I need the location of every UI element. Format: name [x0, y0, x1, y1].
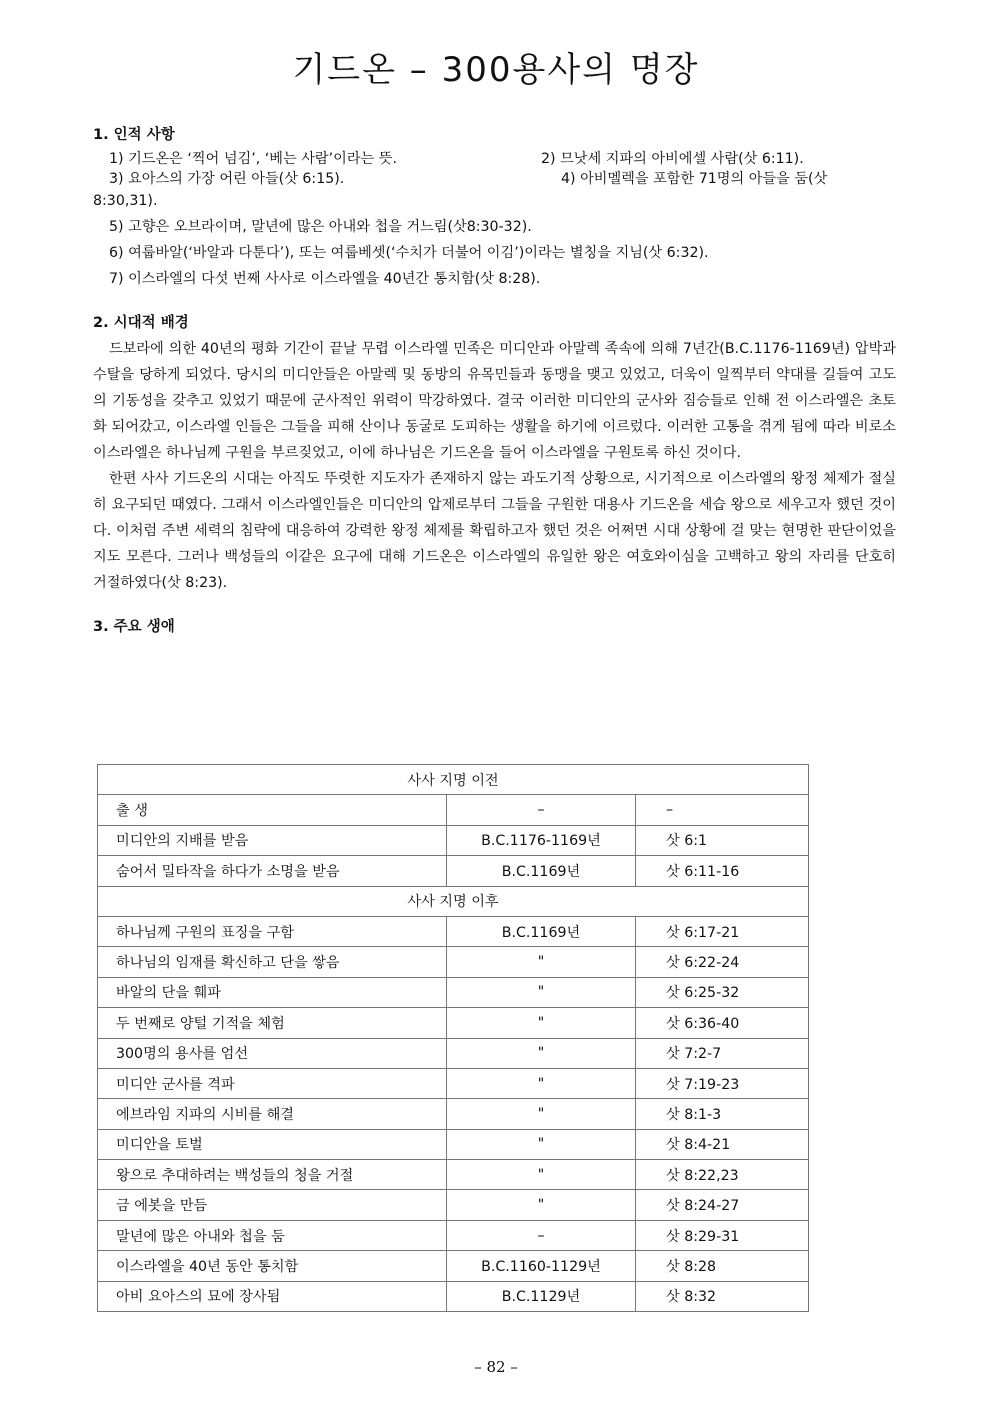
table-row [98, 977, 809, 1007]
table-row [98, 795, 809, 825]
reference-cell: 삿 6:36-40 [636, 1008, 809, 1038]
info-item: 5) 고향은 오브라이며, 말년에 많은 아내와 첩을 거느림(삿8:30-32). [109, 219, 532, 235]
table-row [98, 1251, 809, 1281]
table-row [98, 825, 809, 855]
paragraph: 드보라에 의한 40년의 평화 기간이 끝날 무렵 이스라엘 민족은 미디안과 아말렉 족속에 의해 7년간(B.C.1176-1169년) 압박과 수탈을 당하게 되었다. 당시의 미디안들은 아말렉 및 동방의 유목민들과 동맹을 맺고 있었고, 더욱이 일찍부터 약대를 길들여 고도의 기동성을 갖추고 있었기 때문에 군사적인 위력이 막강하였다. 결국 이러한 미디안의 군사와 짐승들로 인해 전 이스라엘은 초토화 되어갔고, 이스라엘 인들은 그들을 피해 산이나 동굴로 도피하는 생활을 하기에 이르렀다. 이러한 고통을 겪게 됨에 따라 비로소 이스라엘은 하나님께 구원을 부르짖었고, 이에 하나님은 기드온을 들어 이스라엘을 구원토록 하신 것이다. [93, 341, 896, 461]
event-cell: 두 번째로 양털 기적을 체험 [98, 1008, 447, 1038]
event-cell: 말년에 많은 아내와 첩을 둠 [98, 1220, 447, 1250]
table-row [98, 947, 809, 977]
event-cell: 바알의 단을 훼파 [98, 977, 447, 1007]
table-row [98, 1099, 809, 1129]
date-cell: " [447, 1129, 636, 1159]
reference-cell: 삿 6:17-21 [636, 916, 809, 946]
info-item: 1) 기드온은 ‘찍어 넘김’, ‘베는 사람’이라는 뜻. [109, 151, 397, 167]
reference-cell: 삿 6:1 [636, 825, 809, 855]
page-number: – 82 – [474, 1358, 518, 1376]
table-row [98, 916, 809, 946]
reference-cell: 삿 6:11-16 [636, 856, 809, 886]
date-cell: " [447, 1099, 636, 1129]
section-heading: 1. 인적 사항 [93, 127, 175, 143]
event-cell: 하나님께 구원의 표징을 구함 [98, 916, 447, 946]
date-cell: " [447, 977, 636, 1007]
date-cell: " [447, 1190, 636, 1220]
reference-cell: 삿 8:32 [636, 1281, 809, 1311]
reference-cell: – [636, 795, 809, 825]
header-cell: 사사 지명 이전 [98, 765, 809, 795]
table-row [98, 1190, 809, 1220]
event-cell: 하나님의 임재를 확신하고 단을 쌓음 [98, 947, 447, 977]
table-row [98, 1068, 809, 1098]
reference-cell: 삿 8:29-31 [636, 1220, 809, 1250]
date-cell: – [447, 1220, 636, 1250]
date-cell: B.C.1169년 [447, 856, 636, 886]
info-item: 6) 여룹바알(‘바알과 다툰다’), 또는 여룹베셋(‘수치가 더불어 이김’)이라는 별칭을 지님(삿 6:32). [109, 245, 709, 261]
reference-cell: 삿 8:1-3 [636, 1099, 809, 1129]
table-subheader [98, 765, 809, 795]
event-cell: 미디안 군사를 격파 [98, 1068, 447, 1098]
date-cell: " [447, 1160, 636, 1190]
info-item: 2) 므낫세 지파의 아비에셀 사람(삿 6:11). [541, 151, 804, 167]
header-cell: 사사 지명 이후 [98, 886, 809, 916]
event-cell: 아비 요아스의 묘에 장사됨 [98, 1281, 447, 1311]
reference-cell: 삿 8:22,23 [636, 1160, 809, 1190]
section-heading: 2. 시대적 배경 [93, 315, 189, 331]
date-cell: B.C.1176-1169년 [447, 825, 636, 855]
document-body [93, 122, 896, 640]
event-cell: 300명의 용사를 엄선 [98, 1038, 447, 1068]
date-cell: B.C.1129년 [447, 1281, 636, 1311]
reference-cell: 삿 7:2-7 [636, 1038, 809, 1068]
reference-cell: 삿 8:24-27 [636, 1190, 809, 1220]
section-heading: 3. 주요 생애 [93, 619, 175, 635]
event-cell: 이스라엘을 40년 동안 통치함 [98, 1251, 447, 1281]
date-cell: " [447, 1038, 636, 1068]
info-row [93, 148, 896, 168]
reference-cell: 삿 8:28 [636, 1251, 809, 1281]
event-cell: 출 생 [98, 795, 447, 825]
paragraph: 한편 사사 기드온의 시대는 아직도 뚜렷한 지도자가 존재하지 않는 과도기적 상황으로, 시기적으로 이스라엘의 왕정 체제가 절실히 요구되던 때였다. 그래서 이스라엘인들은 미디안의 압제로부터 그들을 구원한 대용사 기드온을 세습 왕으로 세우고자 했던 것이다. 이처럼 주변 세력의 침략에 대응하여 강력한 왕정 체제를 확립하고자 했던 것은 어쩌면 시대 상황에 걸 맞는 현명한 판단이었을 지도 모른다. 그러나 백성들의 이같은 요구에 대해 기드온은 이스라엘의 유일한 왕은 여호와이심을 고백하고 왕의 자리를 단호히 거절하였다(삿 8:23). [93, 471, 896, 591]
date-cell: " [447, 1008, 636, 1038]
event-cell: 미디안의 지배를 받음 [98, 825, 447, 855]
date-cell: " [447, 1068, 636, 1098]
info-item: 3) 요아스의 가장 어린 아들(삿 6:15). [109, 171, 345, 187]
table-row [98, 1220, 809, 1250]
table-row [98, 856, 809, 886]
date-cell: – [447, 795, 636, 825]
info-item-continued: 8:30,31). [93, 193, 158, 209]
info-item: 7) 이스라엘의 다섯 번째 사사로 이스라엘을 40년간 통치함(삿 8:28). [109, 271, 541, 287]
chronology-table [97, 764, 809, 1312]
table-row [98, 1160, 809, 1190]
reference-cell: 삿 8:4-21 [636, 1129, 809, 1159]
event-cell: 미디안을 토벌 [98, 1129, 447, 1159]
table-row [98, 1129, 809, 1159]
info-row [93, 168, 896, 188]
date-cell: " [447, 947, 636, 977]
event-cell: 숨어서 밀타작을 하다가 소명을 받음 [98, 856, 447, 886]
date-cell: B.C.1169년 [447, 916, 636, 946]
event-cell: 에브라임 지파의 시비를 해결 [98, 1099, 447, 1129]
reference-cell: 삿 7:19-23 [636, 1068, 809, 1098]
reference-cell: 삿 6:22-24 [636, 947, 809, 977]
table-row [98, 1038, 809, 1068]
table-row [98, 1281, 809, 1311]
page-title: 기드온 – 300용사의 명장 [292, 50, 700, 90]
table-subheader [98, 886, 809, 916]
event-cell: 왕으로 추대하려는 백성들의 청을 거절 [98, 1160, 447, 1190]
table-row [98, 1008, 809, 1038]
info-item: 4) 아비멜렉을 포함한 71명의 아들을 둠(삿 [561, 171, 828, 187]
event-cell: 금 에봇을 만듬 [98, 1190, 447, 1220]
reference-cell: 삿 6:25-32 [636, 977, 809, 1007]
date-cell: B.C.1160-1129년 [447, 1251, 636, 1281]
